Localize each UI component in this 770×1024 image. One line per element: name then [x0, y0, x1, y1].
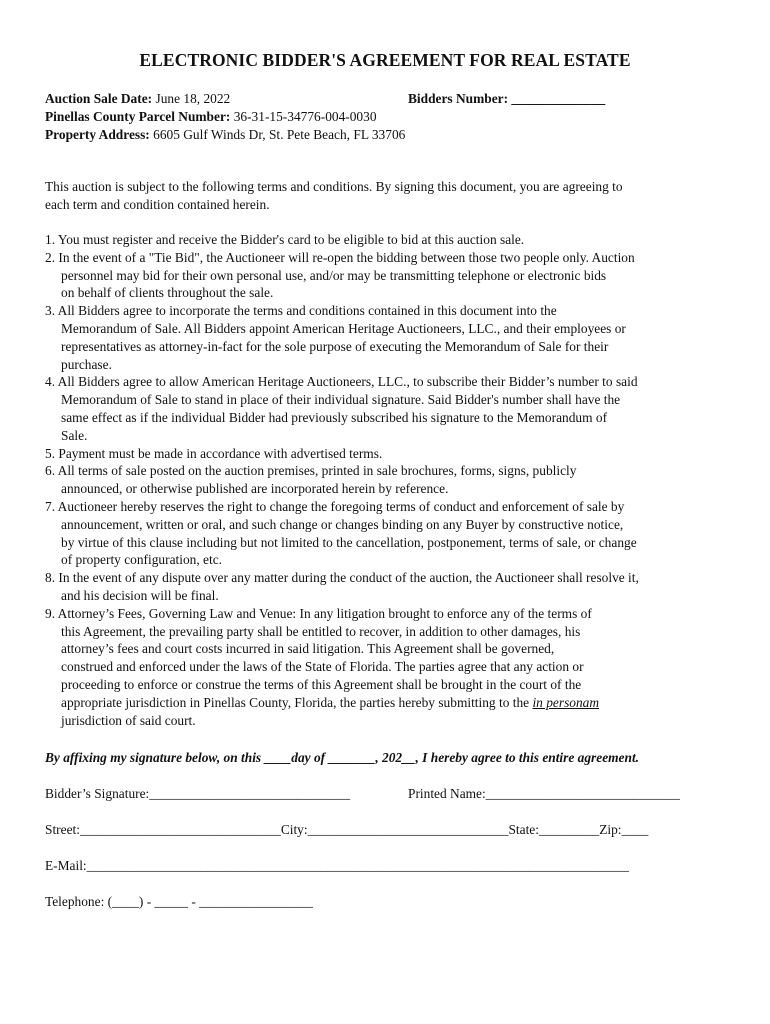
- term-item: [45, 569, 639, 605]
- term-line: this Agreement, the prevailing party shall be entitled to recover, in addition to other damages, his: [61, 623, 581, 639]
- term-item: [45, 605, 639, 730]
- address-value: 6605 Gulf Winds Dr, St. Pete Beach, FL 33706: [153, 127, 406, 142]
- term-item: [45, 462, 639, 498]
- term-line: construed and enforced under the laws of the State of Florida. The parties agree that any action or: [61, 659, 584, 675]
- term-line: announced, or otherwise published are incorporated herein by reference.: [61, 481, 449, 497]
- intro-line: This auction is subject to the following terms and conditions. By signing this document, you are agreeing to: [45, 179, 623, 194]
- printed-name-field[interactable]: Printed Name:_____________________________: [408, 786, 680, 801]
- bidder-signature-field[interactable]: Bidder’s Signature:______________________________: [45, 786, 351, 801]
- term-line: personnel may bid for their own personal use, and/or may be transmitting telephone or electronic bids: [61, 267, 607, 283]
- email-field[interactable]: E-Mail:_________________________________________________________________________________: [45, 858, 629, 873]
- term-item: [45, 302, 639, 373]
- term-line: and his decision will be final.: [61, 587, 219, 603]
- term-line: jurisdiction of said court.: [61, 712, 196, 728]
- auction-date-value: June 18, 2022: [155, 91, 231, 106]
- term-item: [45, 249, 639, 302]
- parcel-label: Pinellas County Parcel Number:: [45, 109, 231, 124]
- term-line: 1. You must register and receive the Bidder's card to be eligible to bid at this auction sale.: [45, 232, 525, 247]
- address-label: Property Address:: [45, 127, 150, 142]
- term-line: 2. In the event of a "Tie Bid", the Auctioneer will re-open the bidding between those two people only. Auction: [45, 249, 635, 265]
- term-line-text: appropriate jurisdiction in Pinellas County, Florida, the parties hereby submitting to the: [61, 694, 533, 710]
- term-line: 4. All Bidders agree to allow American Heritage Auctioneers, LLC., to subscribe their Bidder’s number to said: [45, 374, 638, 390]
- address-line: [45, 126, 405, 144]
- term-line: proceeding to enforce or construe the terms of this Agreement shall be brought in the court of the: [61, 676, 582, 692]
- term-line: [45, 694, 639, 712]
- term-line: 9. Attorney’s Fees, Governing Law and Venue: In any litigation brought to enforce any of the terms of: [45, 605, 592, 621]
- term-line: on behalf of clients throughout the sale.: [61, 285, 274, 301]
- term-line: 6. All terms of sale posted on the auction premises, printed in sale brochures, forms, signs, publicly: [45, 463, 577, 479]
- term-line: Memorandum of Sale. All Bidders appoint American Heritage Auctioneers, LLC., and their employees or: [61, 320, 626, 336]
- intro-line: each term and condition contained herein.: [45, 197, 270, 212]
- auction-date-line: [45, 90, 230, 108]
- term-item: [45, 445, 639, 463]
- auction-date-label: Auction Sale Date:: [45, 91, 153, 106]
- term-line: same effect as if the individual Bidder had previously subscribed his signature to the Memorandum of: [61, 409, 608, 425]
- term-line: 5. Payment must be made in accordance with advertised terms.: [45, 445, 383, 461]
- term-line: 7. Auctioneer hereby reserves the right to change the foregoing terms of conduct and enforcement of sale by: [45, 498, 625, 514]
- term-line: purchase.: [61, 356, 112, 372]
- document-title: ELECTRONIC BIDDER'S AGREEMENT FOR REAL ESTATE: [139, 50, 631, 70]
- intro-paragraph: [45, 178, 725, 214]
- term-line: 3. All Bidders agree to incorporate the terms and conditions contained in this document into the: [45, 303, 557, 319]
- term-item: [45, 498, 639, 569]
- term-line: Sale.: [61, 427, 88, 443]
- parcel-line: [45, 108, 377, 126]
- term-line: 8. In the event of any dispute over any matter during the conduct of the auction, the Auctioneer shall resolve it,: [45, 570, 639, 586]
- term-line: by virtue of this clause including but not limited to the cancellation, postponement, terms of sale, or change: [61, 534, 637, 550]
- term-line: Memorandum of Sale to stand in place of their individual signature. Said Bidder's number shall have the: [61, 392, 621, 408]
- telephone-field[interactable]: Telephone: (____) - _____ - _________________: [45, 894, 313, 909]
- terms-list: [45, 231, 639, 729]
- term-item: [45, 231, 639, 249]
- address-fields-row[interactable]: Street:______________________________City:______________________________State:_________Zip:____: [45, 822, 649, 837]
- term-line: of property configuration, etc.: [61, 552, 223, 568]
- term-item: [45, 373, 639, 444]
- signature-affirmation: By affixing my signature below, on this ____day of _______, 202__, I hereby agree to this entire agreement.: [45, 750, 640, 765]
- term-line: attorney’s fees and court costs incurred in said litigation. This Agreement shall be governed,: [61, 641, 555, 657]
- term-line: representatives as attorney-in-fact for the sole purpose of executing the Memorandum of Sale for their: [61, 338, 609, 354]
- term-line: announcement, written or oral, and such change or changes binding on any Buyer by constructive notice,: [61, 516, 624, 532]
- parcel-value: 36-31-15-34776-004-0030: [233, 109, 377, 124]
- bidders-number-field[interactable]: Bidders Number: ______________: [408, 91, 606, 106]
- in-personam-text: in personam: [532, 694, 600, 710]
